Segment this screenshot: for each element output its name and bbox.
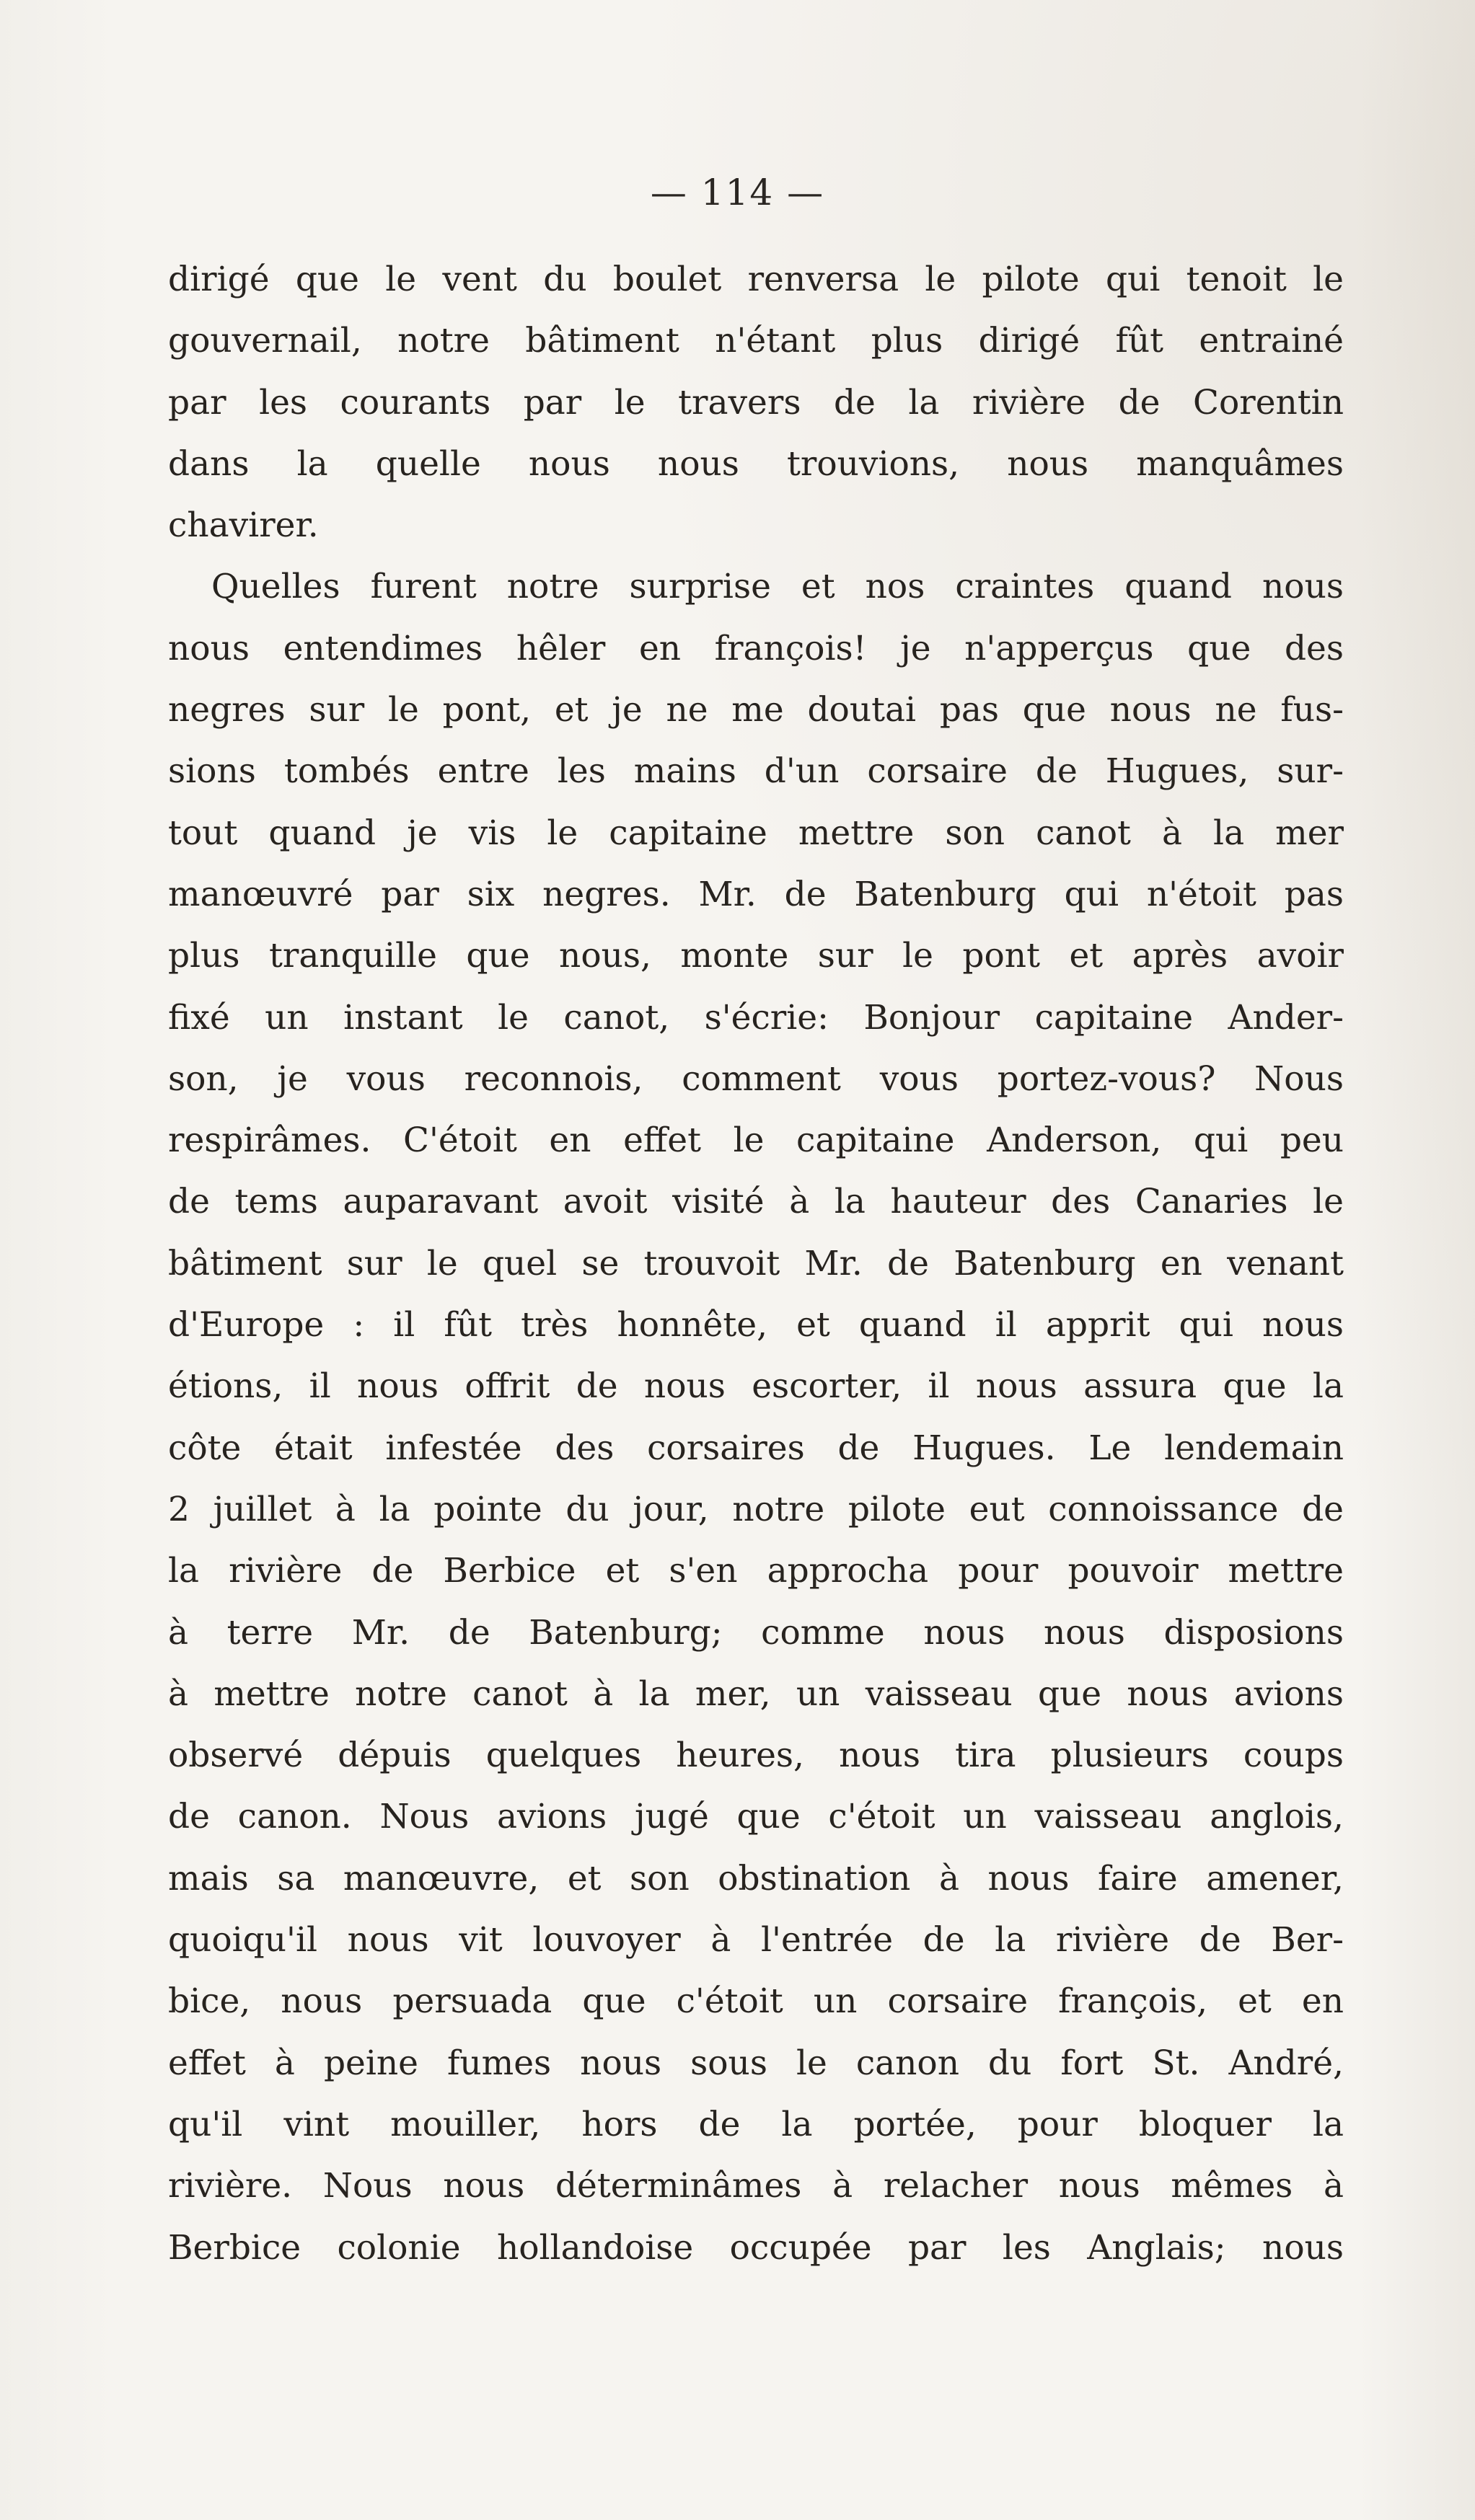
text-line: gouvernail, notre bâtiment n'étant plus dirigé fût entrainé — [168, 321, 1344, 361]
text-line: respirâmes. C'étoit en effet le capitaine Anderson, qui peu — [168, 1120, 1344, 1161]
text-line: negres sur le pont, et je ne me doutai pas que nous ne fus- — [168, 690, 1344, 730]
text-line: de tems auparavant avoit visité à la hauteur des Canaries le — [168, 1182, 1344, 1222]
text-line: à terre Mr. de Batenburg; comme nous nous disposions — [168, 1612, 1344, 1653]
text-line: côte était infestée des corsaires de Hugues. Le lendemain — [168, 1428, 1344, 1468]
text-line: fixé un instant le canot, s'écrie: Bonjour capitaine Ander- — [168, 997, 1344, 1038]
text-line: dirigé que le vent du boulet renversa le pilote qui tenoit le — [168, 260, 1344, 299]
text-line: de canon. Nous avions jugé que c'étoit un vaisseau anglois, — [168, 1797, 1344, 1837]
text-line: nous entendimes hêler en françois! je n'apperçus que des — [168, 628, 1344, 668]
text-line: à mettre notre canot à la mer, un vaisseau que nous avions — [168, 1674, 1344, 1714]
text-line: son, je vous reconnois, comment vous portez-vous? Nous — [168, 1058, 1344, 1099]
text-line: Berbice colonie hollandoise occupée par les Anglais; nous — [168, 2227, 1344, 2268]
text-line-paragraph-start: Quelles furent notre surprise et nos craintes quand nous — [211, 567, 1344, 607]
text-line: d'Europe : il fût très honnête, et quand il apprit qui nous — [168, 1305, 1344, 1345]
text-line: la rivière de Berbice et s'en approcha pour pouvoir mettre — [168, 1551, 1344, 1591]
page-number: — 114 — — [650, 172, 825, 213]
text-line: plus tranquille que nous, monte sur le pont et après avoir — [168, 936, 1344, 976]
text-line: étions, il nous offrit de nous escorter, il nous assura que la — [168, 1366, 1344, 1407]
body-text — [168, 249, 1344, 2278]
text-line: 2 juillet à la pointe du jour, notre pilote eut connoissance de — [168, 1489, 1344, 1529]
text-line: observé dépuis quelques heures, nous tira plusieurs coups — [168, 1736, 1344, 1776]
text-line: dans la quelle nous nous trouvions, nous manquâmes — [168, 443, 1344, 484]
text-line: chavirer. — [168, 505, 319, 546]
text-line: bâtiment sur le quel se trouvoit Mr. de Batenburg en venant — [168, 1243, 1344, 1283]
text-line: manœuvré par six negres. Mr. de Batenburg qui n'étoit pas — [168, 874, 1344, 914]
text-line: par les courants par le travers de la rivière de Corentin — [168, 382, 1344, 423]
text-line: qu'il vint mouiller, hors de la portée, pour bloquer la — [168, 2104, 1344, 2144]
text-line: tout quand je vis le capitaine mettre son canot à la mer — [168, 813, 1344, 853]
text-line: bice, nous persuada que c'étoit un corsaire françois, et en — [168, 1981, 1344, 2022]
text-line: rivière. Nous nous déterminâmes à relacher nous mêmes à — [168, 2166, 1344, 2206]
text-line: effet à peine fumes nous sous le canon du fort St. André, — [168, 2043, 1344, 2083]
text-line: mais sa manœuvre, et son obstination à nous faire amener, — [168, 1858, 1344, 1898]
text-line: quoiqu'il nous vit louvoyer à l'entrée de la rivière de Ber- — [168, 1920, 1344, 1960]
text-line: sions tombés entre les mains d'un corsaire de Hugues, sur- — [168, 751, 1344, 792]
